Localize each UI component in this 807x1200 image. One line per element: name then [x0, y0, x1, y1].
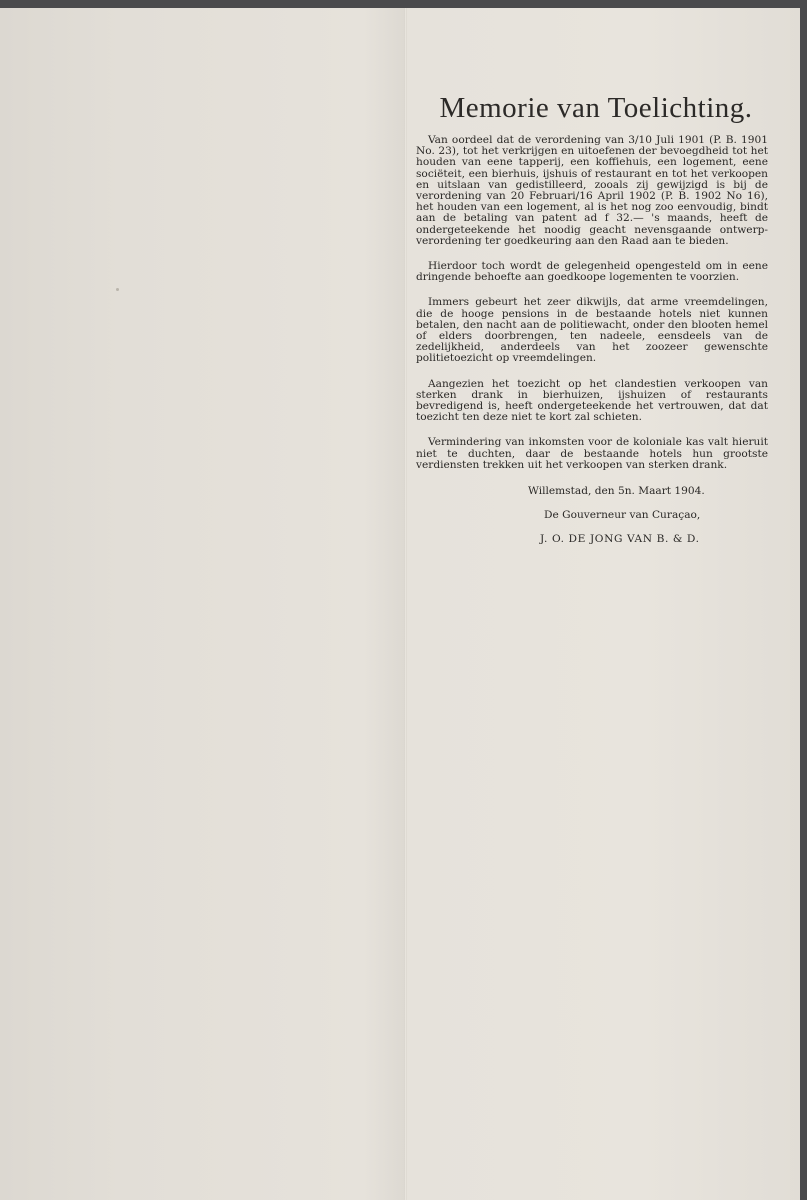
paragraph-4: Aangezien het toezicht op het clandestien verkoopen van sterken drank in bierhuizen, ijshuizen of restaurants bevredigend is, heeft ondergeteekende het vertrouwen, dat dat toezicht ten deze niet te kort zal schieten. [416, 377, 768, 424]
paper-sheet [0, 8, 800, 1200]
paragraph-5: Vermindering van inkomsten voor de koloniale kas valt hieruit niet te duchten, daar de bestaande hotels hun grootste verdiensten trekken uit het verkoopen van sterken drank. [416, 436, 768, 471]
scan-border [800, 8, 807, 1200]
memorandum-text [416, 92, 768, 545]
paper-speck [116, 288, 119, 291]
signer-name: J. O. DE JONG VAN B. & D. [540, 533, 700, 546]
left-page-blank [0, 8, 404, 1200]
paragraph-3: Immers gebeurt het zeer dikwijls, dat arme vreemdelingen, die de hooge pensions in de bestaande hotels niet kunnen betalen, den nacht aan de politiewacht, onder den blooten hemel of elders doorbrengen, ten nadeele, eensdeels van de zedelijkheid, anderdeels van het zoozeer gewenschte politietoezicht op vreemdelingen. [416, 296, 768, 365]
paragraph-2: Hierdoor toch wordt de gelegenheid opengesteld om in eene dringende behoefte aan goedkoope logementen te voorzien. [416, 260, 768, 284]
document-title: Memorie van Toelichting. [439, 92, 753, 124]
place-date: Willemstad, den 5n. Maart 1904. [528, 485, 705, 498]
paragraph-1: Van oordeel dat de verordening van 3/10 Juli 1901 (P. B. 1901 No. 23), tot het verkrijgen en uitoefenen der bevoegdheid tot het houden van eene tapperij, een koffiehuis, een logement, eene sociëteit, een bierhuis, ijshuis of restaurant en tot het verkoopen en uitslaan van gedistilleerd, zooals zij gewijzigd is bij de verordening van 20 Februari/16 April 1902 (P. B. 1902 No 16), het houden van een logement, al is het nog zoo eenvoudig, bindt aan de betaling van patent ad f 32.— 's maands, heeft de ondergeteekende het noodig geacht nevensgaande ontwerp-verordening ter goedkeuring aan den Raad aan te bieden. [416, 134, 768, 247]
signer-role: De Gouverneur van Curaçao, [544, 509, 701, 522]
